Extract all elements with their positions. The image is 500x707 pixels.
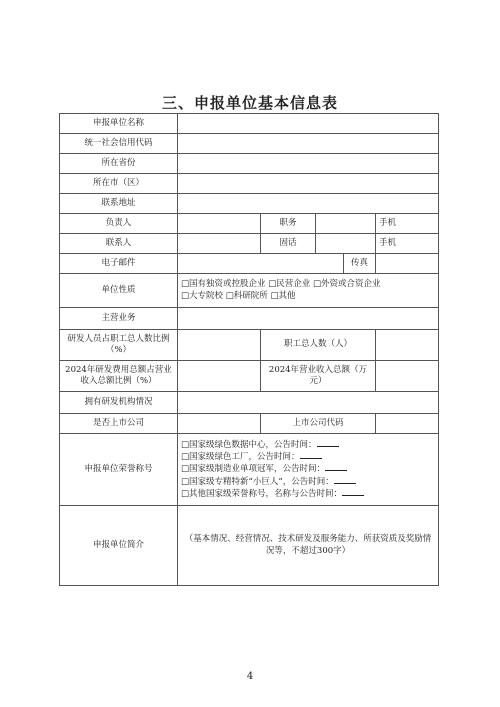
position-field[interactable] xyxy=(316,214,376,234)
credit-code-label: 统一社会信用代码 xyxy=(60,134,178,154)
nature-option-line[interactable]: □大专院校 □科研院所 □其他 xyxy=(181,290,296,301)
mobile-label-1: 手机 xyxy=(376,214,439,234)
leader-label: 负责人 xyxy=(60,214,178,234)
intro-label: 申报单位简介 xyxy=(60,506,178,586)
unit-name-label: 申报单位名称 xyxy=(60,114,178,134)
main-business-field[interactable] xyxy=(178,308,439,330)
nature-options[interactable] xyxy=(178,274,439,308)
email-field[interactable] xyxy=(178,254,344,274)
rd-institution-label: 拥有研发机构情况 xyxy=(60,392,178,414)
blank-line xyxy=(317,439,339,447)
blank-line xyxy=(325,463,347,471)
page-title: 三、申报单位基本信息表 xyxy=(161,94,338,112)
province-field[interactable] xyxy=(178,154,439,174)
leader-field[interactable] xyxy=(178,214,261,234)
total-staff-label: 职工总人数（人） xyxy=(261,330,376,361)
phone-field[interactable] xyxy=(316,234,376,254)
honor-option[interactable]: □国家级制造业单项冠军，公告时间： xyxy=(181,463,435,475)
contact-field[interactable] xyxy=(178,234,261,254)
honor-options[interactable] xyxy=(178,434,439,506)
email-label: 电子邮件 xyxy=(60,254,178,274)
rd-ratio-label: 研发人员占职工总人数比例（%） xyxy=(60,330,178,361)
honors-label: 申报单位荣誉称号 xyxy=(60,434,178,506)
credit-code-field[interactable] xyxy=(178,134,439,154)
honor-option[interactable]: □其他国家级荣誉称号，名称与公告时间： xyxy=(181,488,435,500)
rd-cost-ratio-field[interactable] xyxy=(178,361,261,392)
unit-name-field[interactable] xyxy=(178,114,439,134)
address-field[interactable] xyxy=(178,194,439,214)
province-label: 所在省份 xyxy=(60,154,178,174)
honor-option[interactable]: □国家级绿色工厂，公告时间： xyxy=(181,451,435,463)
listed-label: 是否上市公司 xyxy=(60,414,178,434)
honor-option[interactable]: □国家级绿色数据中心，公告时间： xyxy=(181,439,435,451)
blank-line xyxy=(300,451,322,459)
listed-code-label: 上市公司代码 xyxy=(261,414,376,434)
nature-option-line[interactable]: □国有独资或控股企业 □民营企业 □外资或合资企业 xyxy=(181,279,381,290)
listed-field[interactable] xyxy=(178,414,261,434)
blank-line xyxy=(342,488,364,496)
revenue-field[interactable] xyxy=(376,361,439,392)
listed-code-field[interactable] xyxy=(376,414,439,434)
address-label: 联系地址 xyxy=(60,194,178,214)
rd-ratio-field[interactable] xyxy=(178,330,261,361)
main-business-label: 主营业务 xyxy=(60,308,178,330)
rd-institution-field[interactable] xyxy=(178,392,439,414)
total-staff-field[interactable] xyxy=(376,330,439,361)
fax-field[interactable] xyxy=(376,254,439,274)
honor-option[interactable]: □国家级专精特新“小巨人”，公告时间： xyxy=(181,476,435,488)
position-label: 职务 xyxy=(261,214,316,234)
phone-label: 固话 xyxy=(261,234,316,254)
intro-field[interactable]: （基本情况、经营情况、技术研发及服务能力、所获资质及奖励情况等，不超过300字） xyxy=(178,506,439,586)
revenue-label: 2024年营业收入总额（万元） xyxy=(261,361,376,392)
contact-label: 联系人 xyxy=(60,234,178,254)
fax-label: 传真 xyxy=(344,254,376,274)
nature-label: 单位性质 xyxy=(60,274,178,308)
blank-line xyxy=(334,476,356,484)
city-field[interactable] xyxy=(178,174,439,194)
city-label: 所在市（区） xyxy=(60,174,178,194)
page-number: 4 xyxy=(246,671,254,682)
mobile-label-2: 手机 xyxy=(376,234,439,254)
rd-cost-ratio-label: 2024年研发费用总额占营业收入总额比例（%） xyxy=(60,361,178,392)
basic-info-table xyxy=(59,113,439,586)
